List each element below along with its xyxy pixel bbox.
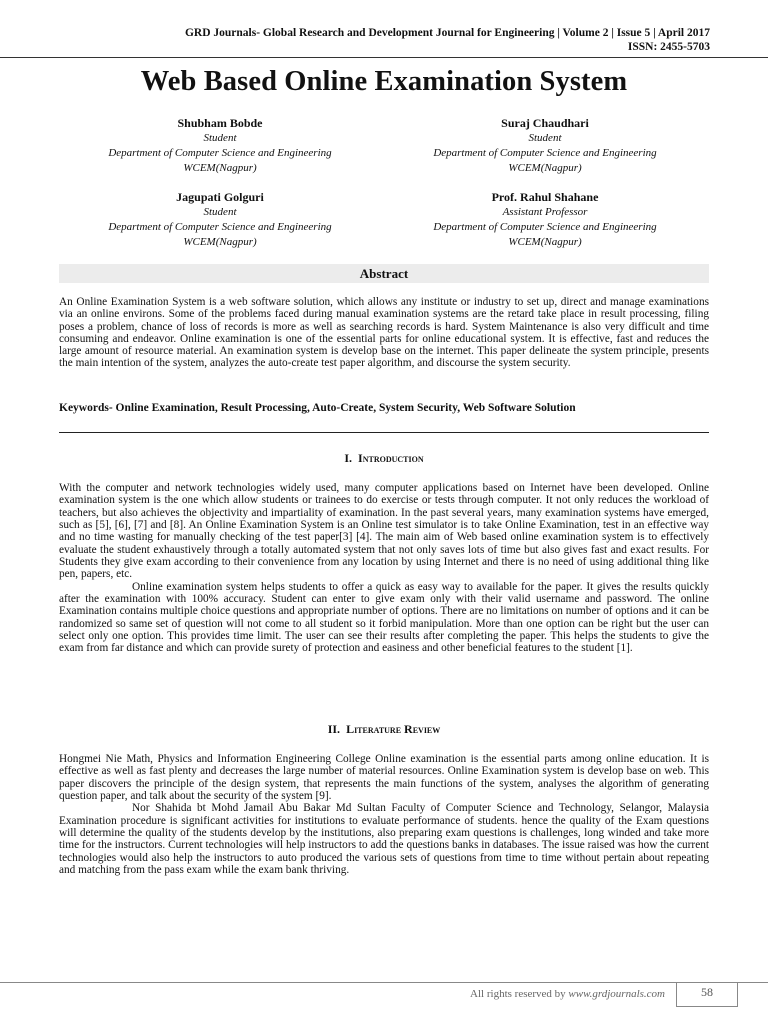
paper-title: Web Based Online Examination System [140, 66, 628, 97]
section-title: Introduction [358, 451, 424, 465]
journal-header [50, 26, 710, 54]
author-block [55, 190, 385, 250]
author-role: Student [203, 132, 237, 144]
author-name: Suraj Chaudhari [501, 116, 589, 130]
footer-site-link[interactable]: www.grdjournals.com [568, 988, 665, 1000]
author-dept: Department of Computer Science and Engineering [108, 147, 332, 159]
section-title: Literature Review [346, 722, 441, 736]
paragraph: Hongmei Nie Math, Physics and Information Engineering College Online examination is the essential parts among online education. It is effective as well as fast plenty and decreases the large number of material resources. Online Examination system is develop base on web. This paper discovers the principle of the design system, that represents the main functions of the system, analyses the algorithm of generating question paper, and talk about the security of the system [9]. [59, 753, 709, 803]
author-institution: WCEM(Nagpur) [183, 162, 257, 174]
author-dept: Department of Computer Science and Engineering [433, 221, 657, 233]
footer-divider [0, 982, 768, 983]
keywords: Keywords- Online Examination, Result Processing, Auto-Create, System Security, Web Software Solution [59, 402, 576, 414]
section-number: I. [344, 451, 353, 465]
literature-review-body [59, 753, 709, 876]
page-number: 58 [676, 982, 738, 1007]
author-name: Shubham Bobde [177, 116, 263, 130]
author-institution: WCEM(Nagpur) [183, 236, 257, 248]
author-institution: WCEM(Nagpur) [508, 162, 582, 174]
author-institution: WCEM(Nagpur) [508, 236, 582, 248]
author-name: Prof. Rahul Shahane [491, 190, 599, 204]
author-dept: Department of Computer Science and Engineering [108, 221, 332, 233]
paragraph: Nor Shahida bt Mohd Jamail Abu Bakar Md Sultan Faculty of Computer Science and Technology, Selangor, Malaysia Examination procedure is significant activities for institutions to evaluate performance of students. hence the quality of the Exam questions will determine the quality of the students develop by the institutions, also preparing exam questions is challenges, long winded and take more time for the instructors. Current technologies will help instructors to add the questions banks in databases. The issue raised was how the current technologies would also help the instructors to auto produced the various sets of questions from time to time without pertain about repeating and matching from the pass exam while the exam bank thriving. [59, 802, 709, 877]
author-block [55, 116, 385, 176]
journal-line: GRD Journals- Global Research and Development Journal for Engineering | Volume 2 | Issue 5 | April 2017 [184, 27, 710, 39]
abstract-text: An Online Examination System is a web software solution, which allows any institute or industry to set up, direct and manage examinations via an online environs. Some of the problems faced during manual examination systems are the retard take place in result processing, filing poses a problem, chance of loss of records is more as well as searching records is hard. System Maintenance is also very difficult and time consuming and endeavor. Online examination is one of the essential parts for online educational system. It is effective, fast and reduces the large amount of resource material. An examination system is develop base on the internet. This paper delineate the system principle, presents the main intention of the system, analyzes the auto-create test paper algorithm, and discourse the system security. [59, 296, 709, 370]
rights-text: All rights reserved by [470, 988, 566, 1000]
paragraph: Online examination system helps students to offer a quick as easy way to available for the paper. It gives the results quickly after the examination with 100% accuracy. Student can enter to give exam only with their valid username and password. The online Examination contains multiple choice questions and appropriate number of options. There are no limitations on number of options and it can be randomized so same set of question will not come to all student so it forbid manipulation. More than one option can be right but the user can select only one option. This provides time limit. The user can see their results after completing the paper. This helps the students to give the exam from far distance and which can provide surety of protection and easiness and other beneficial features to the student [1]. [59, 580, 709, 655]
section-divider [59, 432, 709, 433]
author-name: Jagupati Golguri [176, 190, 264, 204]
header-divider [0, 57, 768, 58]
author-dept: Department of Computer Science and Engineering [433, 147, 657, 159]
issn: ISSN: 2455-5703 [627, 41, 710, 53]
abstract-heading: Abstract [59, 264, 709, 283]
section-number: II. [327, 722, 341, 736]
paragraph: With the computer and network technologies widely used, many computer applications based on Internet have been developed. Online examination system is the one which allow students or trainees to do exercise or tests through computer. It not only reduces the workload of teachers, but also achieves the objectivity and impartiality of examination. In the past several years, many examination systems have emerged, such as [5], [6], [7] and [8]. An Online Examination System is an Online test simulator is to take Online Examination, test in an effective way and no time wasting for manually checking of the test paper[3] [4]. The main aim of Web based online examination system is to effectively evaluate the student exhaustively through a totally automated system that not only saves lots of time but also gives fast and exact results. For Students they give exam according to their convenience from any location by using Internet and there is no need of using additional thing like pen, papers, etc. [59, 482, 709, 581]
section-heading-introduction [0, 451, 768, 466]
author-role: Assistant Professor [502, 206, 588, 218]
author-block [380, 190, 710, 250]
author-block [380, 116, 710, 176]
section-heading-literature-review [0, 722, 768, 737]
author-role: Student [528, 132, 562, 144]
introduction-body [59, 482, 709, 655]
footer-rights [420, 988, 665, 1000]
author-role: Student [203, 206, 237, 218]
